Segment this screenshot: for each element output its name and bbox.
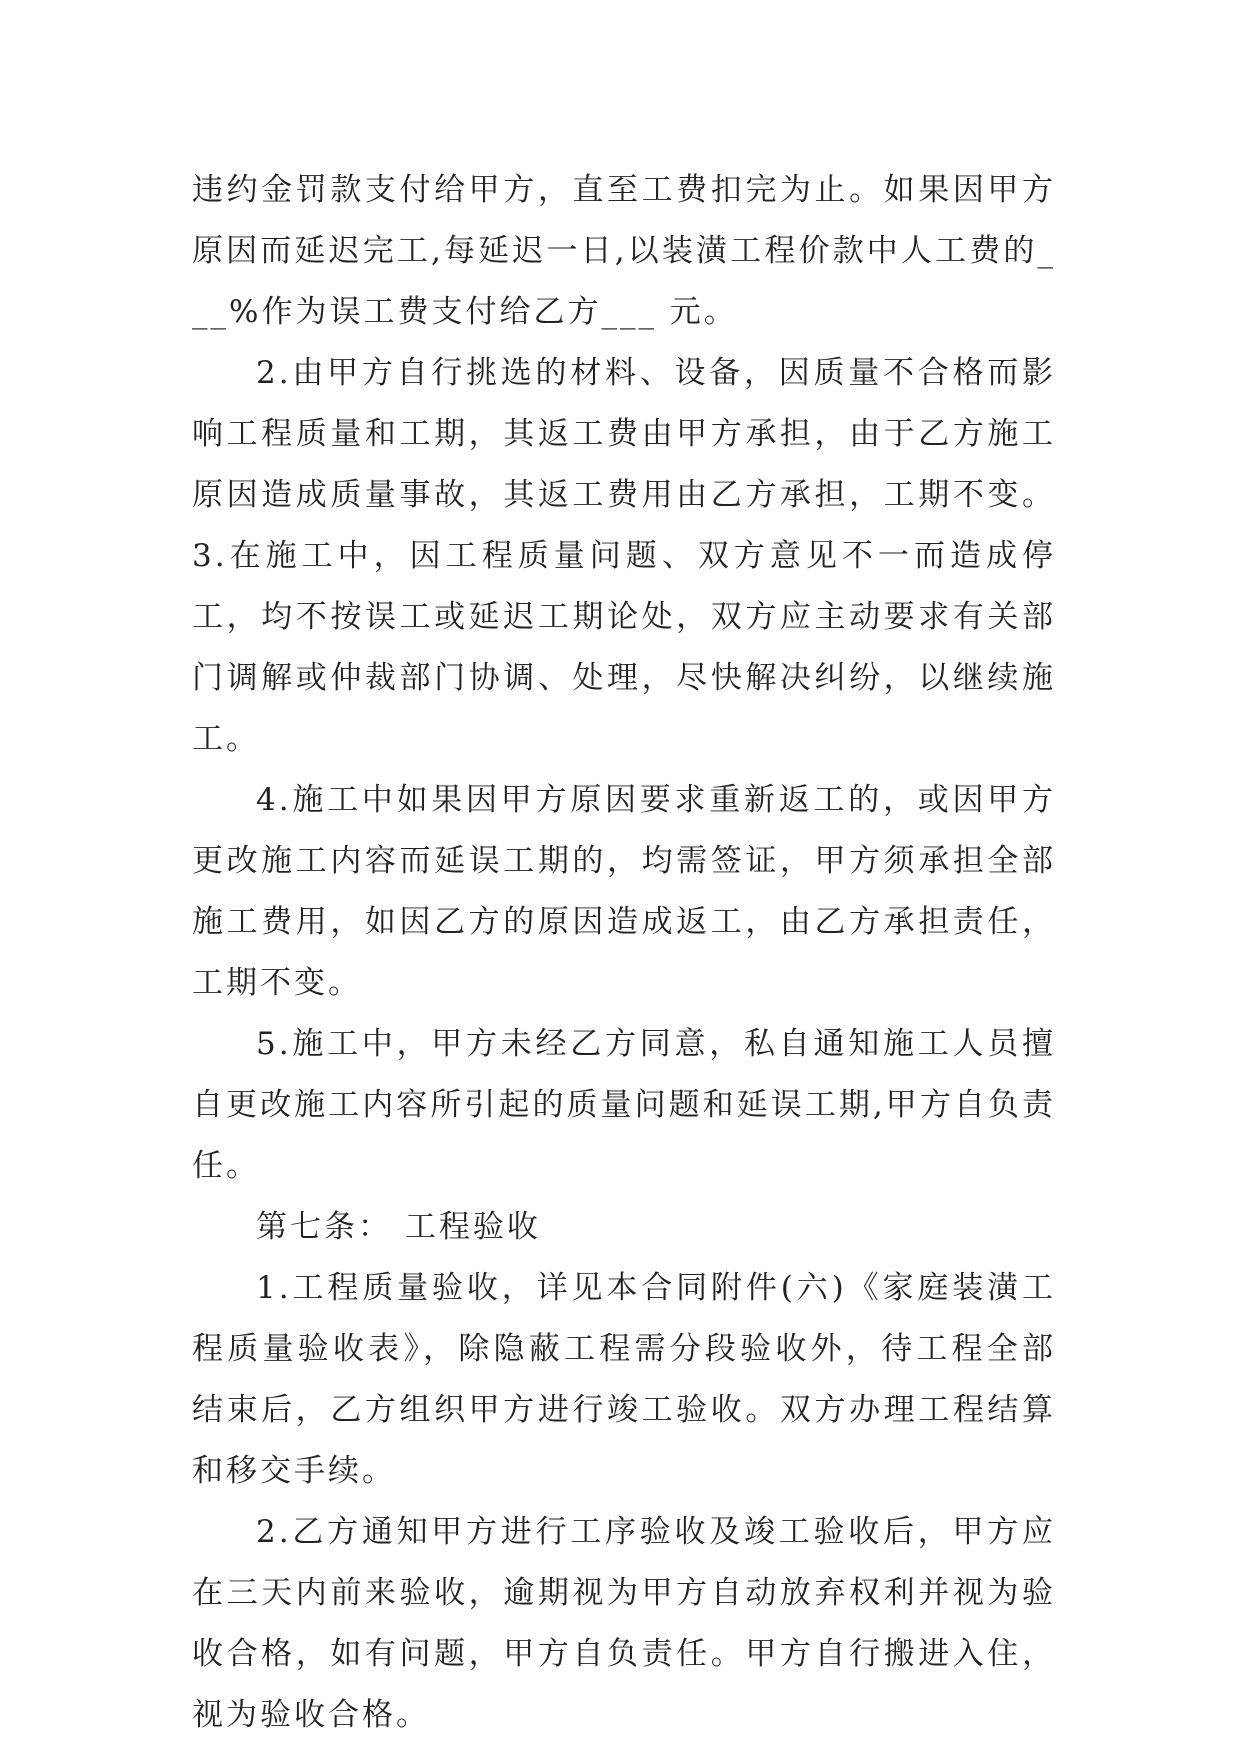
paragraph-clause-4: 4.施工中如果因甲方原因要求重新返工的，或因甲方更改施工内容而延误工期的，均需签证，甲方须承担全部施工费用，如因乙方的原因造成返工，由乙方承担责任，工期不变。 [192,782,1056,1001]
section-heading-article-7: 第七条： 工程验收 [256,1209,541,1245]
contract-body [192,160,1056,1746]
paragraph-penalty-continuation: 违约金罚款支付给甲方，直至工费扣完为止。如果因甲方原因而延迟完工,每延迟一日,以装潢工程价款中人工费的___%作为误工费支付给乙方___ 元。 [192,172,1056,330]
paragraph-clause-5: 5.施工中，甲方未经乙方同意，私自通知施工人员擅自更改施工内容所引起的质量问题和延误工期,甲方自负责任。 [192,1026,1056,1184]
paragraph-acceptance-2: 2.乙方通知甲方进行工序验收及竣工验收后，甲方应在三天内前来验收，逾期视为甲方自动放弃权利并视为验收合格，如有问题，甲方自负责任。甲方自行搬进入住，视为验收合格。 [192,1514,1056,1733]
paragraph-acceptance-1: 1.工程质量验收，详见本合同附件(六)《家庭装潢工程质量验收表》，除隐蔽工程需分段验收外，待工程全部结束后，乙方组织甲方进行竣工验收。双方办理工程结算和移交手续。 [192,1270,1056,1489]
paragraph-clause-2-3: 2.由甲方自行挑选的材料、设备，因质量不合格而影响工程质量和工期，其返工费由甲方承担，由于乙方施工原因造成质量事故，其返工费用由乙方承担，工期不变。3.在施工中，因工程质量问题、双方意见不一而造成停工，均不按误工或延迟工期论处，双方应主动要求有关部门调解或仲裁部门协调、处理，尽快解决纠纷，以继续施工。 [192,355,1056,757]
